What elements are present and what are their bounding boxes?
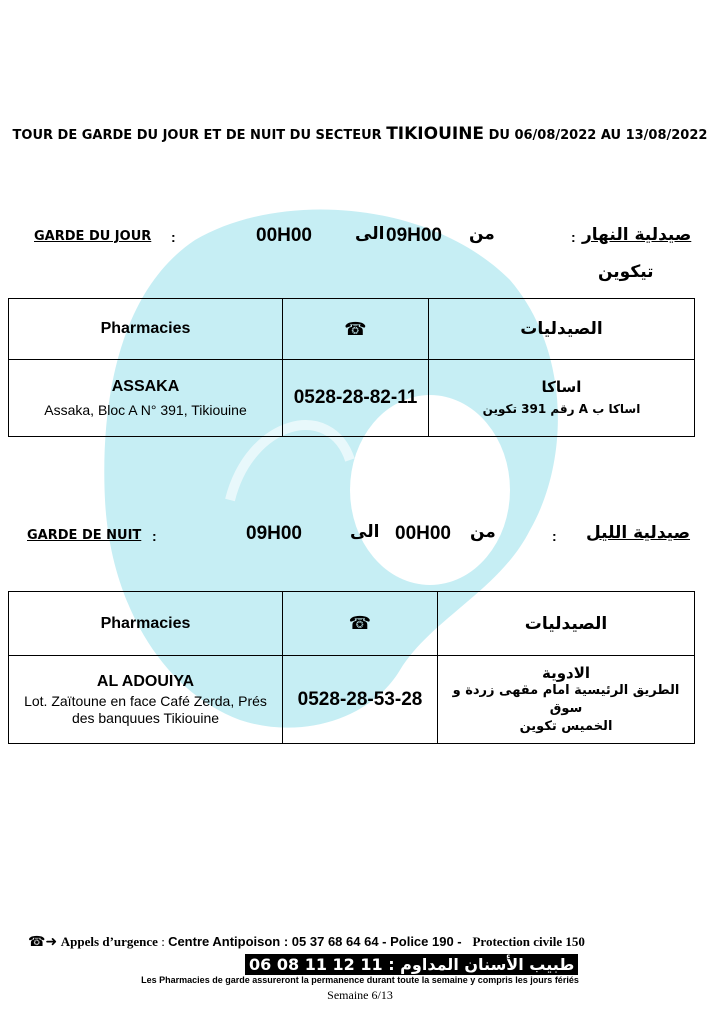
night-word-to: الى (350, 522, 380, 542)
pharmacy-address-line-2: des banquues Tikiouine (71, 709, 220, 726)
urgence-label: Appels d’urgence (60, 934, 158, 949)
telephone-icon: ☎➜ (28, 934, 58, 950)
pharmacy-fr-cell (9, 360, 283, 437)
table-row (9, 360, 695, 437)
day-colon-ar: : (571, 229, 576, 245)
table-row (9, 656, 695, 744)
header-pharmacies-ar: الصيدليات (429, 299, 695, 360)
protection-civile: Protection civile 150 (472, 934, 585, 949)
page-title: TOUR DE GARDE DU JOUR ET DE NUIT DU SECTEUR TIKIOUINE DU 06/08/2022 AU 13/08/2022 (12, 124, 708, 144)
night-label: GARDE DE NUIT (27, 528, 142, 543)
telephone-icon: ☎ (348, 613, 372, 634)
antipoison-text: Centre Antipoison : 05 37 68 64 64 - Police 190 - (168, 934, 462, 949)
pharmacy-name: AL ADOUIYA (96, 672, 195, 690)
pharmacy-address-ar: اساكا ب A رقم 391 تكوين (482, 402, 641, 416)
pharmacy-address: Assaka, Bloc A N° 391, Tikiouine (44, 401, 247, 418)
footer-note: Les Pharmacies de garde assureront la permanence durant toute la semaine y compris les jours fériés (141, 975, 579, 985)
day-time-from: 09H00 (386, 225, 442, 246)
header-phone (283, 592, 438, 656)
pharmacy-name-ar: اساكا (541, 378, 582, 396)
pharmacy-phone: 0528-28-82-11 (283, 360, 429, 437)
pharmacy-ar-cell (429, 360, 695, 437)
day-time-to: 00H00 (256, 225, 312, 246)
dentist-banner: طبيب الأسنان المداوم : 11 12 11 08 06 (245, 954, 578, 975)
header-pharmacies-ar: الصيدليات (438, 592, 695, 656)
pharmacy-address-line-1: Lot. Zaïtoune en face Café Zerda, Prés (24, 692, 267, 709)
pharmacy-address-ar-line-1: الطريق الرئيسية امام مقهى زردة و سوق (452, 682, 680, 716)
day-pharmacy-table (8, 298, 695, 437)
header-phone (283, 299, 429, 360)
table-header-row (9, 299, 695, 360)
telephone-icon: ☎ (344, 318, 367, 340)
header-pharmacies: Pharmacies (9, 299, 283, 360)
pharmacy-fr-cell (9, 656, 283, 744)
day-word-from: من (469, 224, 495, 244)
night-time-from: 00H00 (395, 523, 451, 544)
night-label-ar: صيدلية الليل (586, 523, 691, 543)
day-area-ar: تيكوين (598, 262, 654, 282)
sector-name: TIKIOUINE (386, 124, 485, 144)
pharmacy-phone: 0528-28-53-28 (283, 656, 438, 744)
header-pharmacies: Pharmacies (9, 592, 283, 656)
table-header-row (9, 592, 695, 656)
week-indicator: Semaine 6/13 (327, 988, 393, 1002)
night-word-from: من (470, 522, 496, 542)
pharmacy-name-ar: الادوية (541, 663, 591, 682)
night-colon-ar: : (552, 528, 557, 544)
pharmacy-address-ar-line-2: الخميس تكوين (519, 718, 613, 734)
day-word-to: الى (355, 224, 385, 244)
day-label: GARDE DU JOUR (34, 229, 152, 244)
night-pharmacy-table (8, 591, 695, 744)
night-colon: : (152, 528, 157, 544)
day-label-ar: صيدلية النهار (582, 225, 692, 245)
emergency-line: ☎➜ Appels d’urgence : Centre Antipoison : 05 37 68 64 64 - Police 190 - Protection civile 150 (28, 934, 585, 950)
pharmacy-ar-cell (438, 656, 695, 744)
day-colon: : (171, 229, 176, 245)
night-time-to: 09H00 (246, 523, 302, 544)
pharmacy-name: ASSAKA (111, 377, 180, 395)
